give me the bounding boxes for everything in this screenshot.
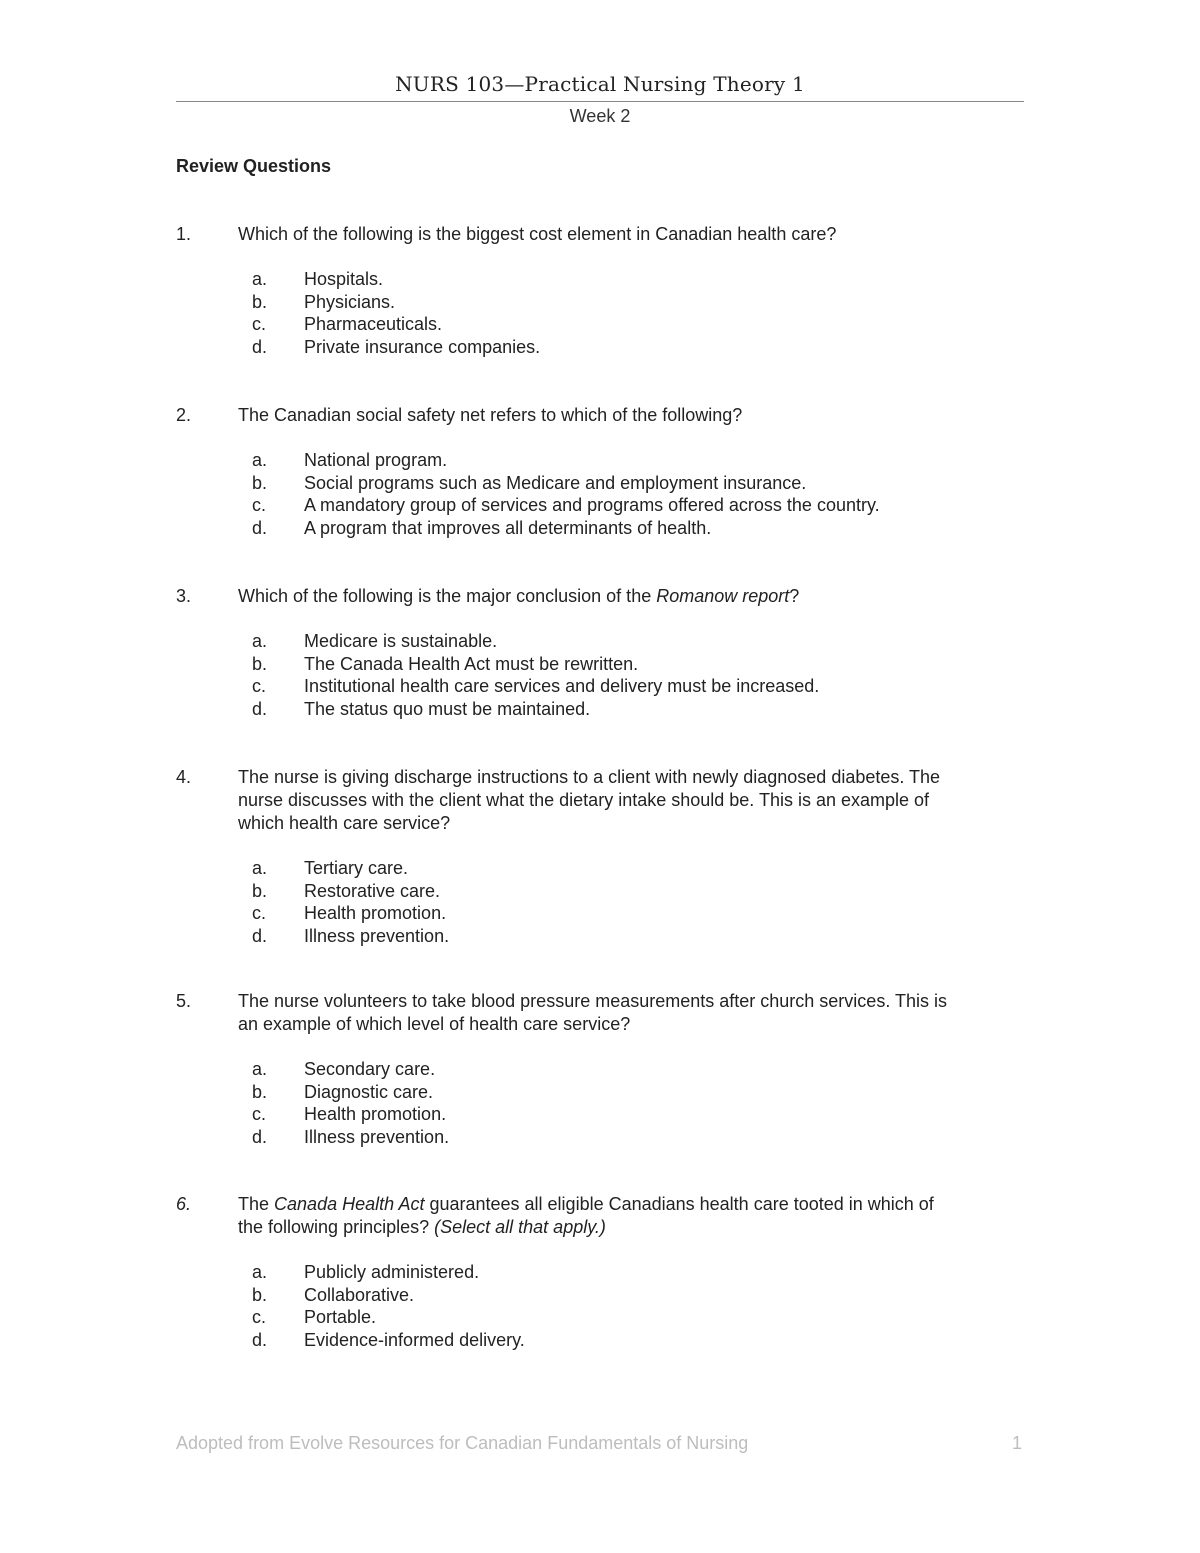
options-list [176, 1058, 1024, 1149]
option-d [176, 336, 1024, 359]
option-text: Pharmaceuticals. [304, 314, 443, 335]
option-letter: b. [252, 291, 268, 312]
option-letter: c. [252, 314, 267, 335]
option-d [176, 517, 1024, 540]
option-b [176, 880, 1024, 903]
option-text: Institutional health care services and delivery must be increased. [304, 676, 820, 697]
option-text: Publicly administered. [304, 1262, 480, 1282]
question-text-line [238, 1193, 1018, 1216]
option-d [176, 925, 1024, 948]
option-text: Hospitals. [304, 269, 384, 289]
option-letter: d. [252, 518, 268, 539]
option-c [176, 494, 1024, 517]
option-b [176, 472, 1024, 495]
options-list [176, 1261, 1024, 1352]
footer-source: Adopted from Evolve Resources for Canadian Fundamentals of Nursing [176, 1433, 749, 1453]
option-a [176, 630, 1024, 653]
option-b [176, 653, 1024, 676]
question-number: 2. [176, 405, 192, 425]
option-letter: b. [252, 472, 268, 493]
option-b [176, 1081, 1024, 1104]
option-letter: d. [252, 1127, 268, 1148]
option-text: Physicians. [304, 291, 396, 312]
question-3 [176, 585, 1024, 721]
option-text: Health promotion. [304, 1104, 447, 1125]
option-c [176, 1103, 1024, 1126]
option-text: Portable. [304, 1307, 377, 1328]
option-letter: b. [252, 880, 268, 901]
week-label: Week 2 [569, 106, 631, 126]
options-list [176, 268, 1024, 359]
option-letter: c. [252, 676, 267, 697]
course-title: NURS 103—Practical Nursing Theory 1 [395, 72, 805, 96]
options-list [176, 857, 1024, 948]
option-text: Collaborative. [304, 1284, 415, 1305]
question-text [238, 585, 1018, 608]
option-letter: d. [252, 926, 268, 947]
option-letter: a. [252, 858, 268, 878]
option-b [176, 1284, 1024, 1307]
option-letter: b. [252, 1284, 268, 1305]
option-b [176, 291, 1024, 314]
option-a [176, 857, 1024, 880]
question-text-plain: ? [789, 586, 800, 606]
option-text: Illness prevention. [304, 1127, 450, 1148]
option-d [176, 1329, 1024, 1352]
question-text [238, 766, 1018, 835]
question-4 [176, 766, 1024, 948]
option-a [176, 1058, 1024, 1081]
question-text-line: which health care service? [238, 813, 451, 833]
question-number: 5. [176, 991, 192, 1011]
question-text [238, 1193, 1018, 1239]
option-text: National program. [304, 450, 448, 470]
option-letter: a. [252, 1262, 268, 1282]
question-text-plain: The [238, 1194, 275, 1214]
question-text-plain: Which of the following is the major conclusion of the [238, 586, 657, 606]
option-d [176, 1126, 1024, 1149]
option-c [176, 902, 1024, 925]
option-text: Secondary care. [304, 1059, 436, 1079]
option-text: The status quo must be maintained. [304, 699, 591, 720]
page-number: 1 [1011, 1433, 1022, 1453]
option-letter: a. [252, 450, 268, 470]
question-text-line: nurse discusses with the client what the dietary intake should be. This is an example of [238, 790, 930, 810]
option-text: Private insurance companies. [304, 337, 541, 358]
option-a [176, 1261, 1024, 1284]
option-letter: d. [252, 1330, 268, 1351]
question-text-line: The nurse volunteers to take blood pressure measurements after church services. This is [238, 991, 947, 1011]
question-text-line: an example of which level of health care service? [238, 1014, 631, 1034]
option-a [176, 268, 1024, 291]
question-number: 3. [176, 586, 192, 606]
report-title: Romanow report [656, 586, 790, 606]
options-list [176, 449, 1024, 540]
option-c [176, 313, 1024, 336]
option-letter: d. [252, 337, 268, 358]
question-6 [176, 1193, 1024, 1352]
option-text: Tertiary care. [304, 858, 409, 878]
option-text: The Canada Health Act must be rewritten. [304, 653, 639, 674]
option-text: Social programs such as Medicare and employment insurance. [304, 472, 807, 493]
question-text [238, 990, 1018, 1036]
question-number: 4. [176, 767, 192, 787]
option-letter: a. [252, 1059, 268, 1079]
option-letter: b. [252, 653, 268, 674]
header-divider [176, 101, 1024, 102]
question-text-line [238, 1216, 1018, 1239]
option-text: A mandatory group of services and programs offered across the country. [304, 495, 880, 516]
select-all-note: (Select all that apply.) [434, 1217, 606, 1237]
option-text: Restorative care. [304, 880, 441, 901]
question-text: Which of the following is the biggest cost element in Canadian health care? [238, 224, 837, 244]
option-c [176, 1306, 1024, 1329]
option-d [176, 698, 1024, 721]
option-text: A program that improves all determinants of health. [304, 518, 712, 539]
option-letter: c. [252, 903, 267, 924]
option-letter: c. [252, 1104, 267, 1125]
question-1 [176, 223, 1024, 359]
option-a [176, 449, 1024, 472]
question-text-plain: the following principles? [238, 1217, 435, 1237]
question-number: 1. [176, 224, 192, 244]
option-letter: a. [252, 631, 268, 651]
option-letter: c. [252, 1307, 267, 1328]
option-text: Evidence-informed delivery. [304, 1330, 525, 1351]
options-list [176, 630, 1024, 721]
act-title: Canada Health Act [274, 1194, 425, 1214]
question-number [176, 1193, 238, 1239]
option-letter: b. [252, 1081, 268, 1102]
option-text: Diagnostic care. [304, 1081, 434, 1102]
option-c [176, 675, 1024, 698]
question-text: The Canadian social safety net refers to which of the following? [238, 405, 743, 425]
question-2 [176, 404, 1024, 540]
question-5 [176, 990, 1024, 1149]
question-text-line: The nurse is giving discharge instructions to a client with newly diagnosed diabetes. The [238, 767, 941, 787]
section-title: Review Questions [176, 156, 332, 176]
question-text-plain: guarantees all eligible Canadians health care tooted in which of [424, 1194, 934, 1214]
option-text: Illness prevention. [304, 926, 450, 947]
option-letter: a. [252, 269, 268, 289]
option-text: Health promotion. [304, 903, 447, 924]
question-number-italic: 6. [176, 1194, 192, 1214]
option-letter: c. [252, 495, 267, 516]
option-letter: d. [252, 699, 268, 720]
option-text: Medicare is sustainable. [304, 631, 498, 651]
